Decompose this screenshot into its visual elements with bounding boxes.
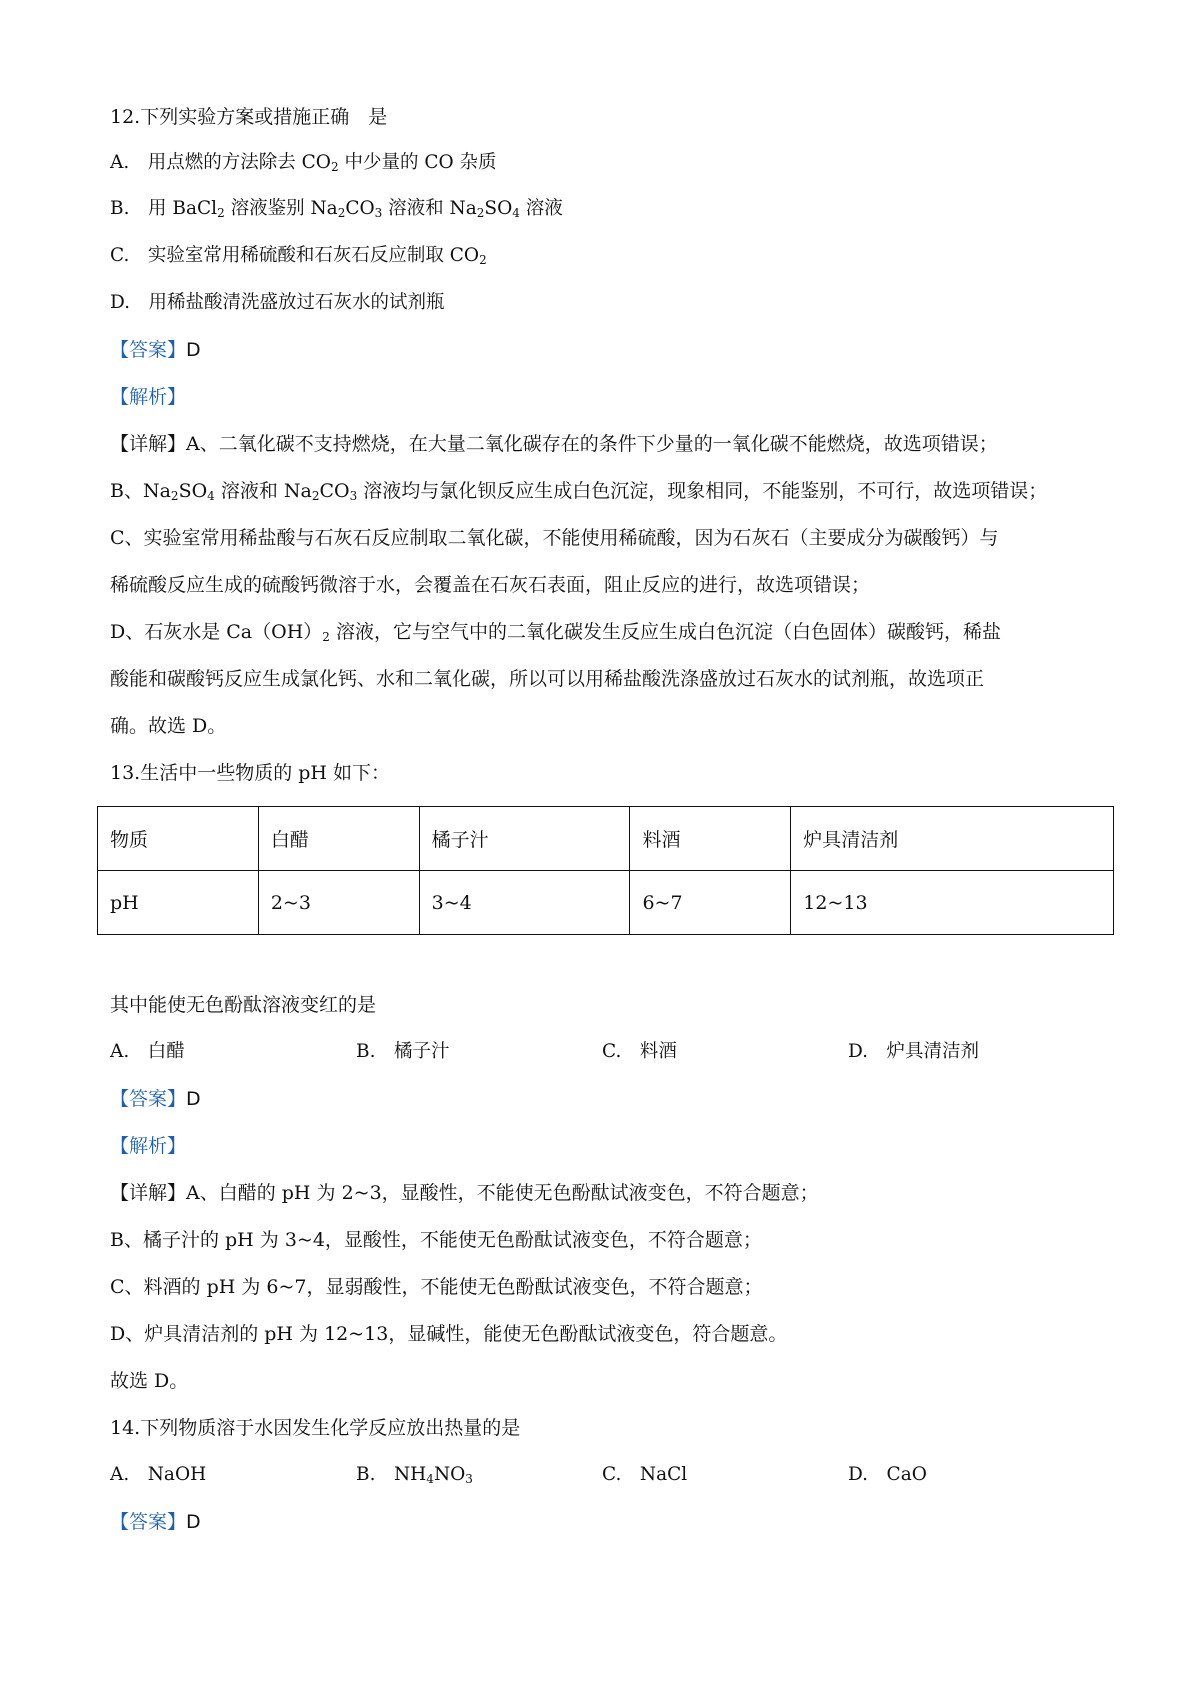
table-cell: 白醋: [258, 807, 419, 871]
q13-option-c: C. 料酒: [602, 1041, 677, 1062]
q13-detail-line-3: C、料酒的 pH 为 6~7，显弱酸性，不能使无色酚酞试液变色，不符合题意；: [110, 1276, 763, 1298]
table-cell: pH: [98, 871, 259, 935]
table-cell: 橘子汁: [419, 807, 630, 871]
table-cell: 物质: [98, 807, 259, 871]
table-cell: 炉具清洁剂: [791, 807, 1114, 871]
q13-question: 13.生活中一些物质的 pH 如下：: [110, 762, 391, 784]
q14-answer: [110, 1509, 201, 1535]
q12-detail-line-7: 确。故选 D。: [110, 715, 227, 737]
q13-detail-line-5: 故选 D。: [110, 1370, 189, 1392]
q12-detail-line-1: 【详解】A、二氧化碳不支持燃烧，在大量二氧化碳存在的条件下少量的一氧化碳不能燃烧，故选项错误；: [110, 433, 998, 455]
table-cell: 2~3: [258, 871, 419, 935]
q13-option-b: B. 橘子汁: [356, 1041, 450, 1062]
q12-analysis-tag: 【解析】: [110, 386, 187, 408]
answer-tag: 【答案】: [110, 1511, 187, 1533]
q13-option-a: A. 白醋: [110, 1041, 185, 1062]
q12-detail-line-6: 酸能和碳酸钙反应生成氯化钙、水和二氧化碳，所以可以用稀盐酸洗涤盛放过石灰水的试剂瓶，故选项正: [110, 668, 985, 690]
q13-analysis-tag: 【解析】: [110, 1135, 187, 1157]
table-cell: 12~13: [791, 871, 1114, 935]
q12-question: 12.下列实验方案或措施正确 是: [110, 106, 388, 128]
q12-detail-line-2: B、$Na_2SO_4$ 溶液和 $Na_2CO_3$ 溶液均与氯化钡反应生成白色沉淀，现象相同，不能鉴别，不可行，故选项错误；: [110, 480, 1048, 503]
q13-answer: [110, 1086, 201, 1112]
q12-option-c: C. 实验室常用稀硫酸和石灰石反应制取 $CO_2$: [110, 245, 487, 267]
q13-detail-line-2: B、橘子汁的 pH 为 3~4，显酸性，不能使无色酚酞试液变色，不符合题意；: [110, 1229, 762, 1251]
q12-detail-line-5: D、石灰水是 $Ca(OH)_2$ 溶液，它与空气中的二氧化碳发生反应生成白色沉淀（白色固体）碳酸钙，稀盐: [110, 621, 1001, 644]
answer-tag: 【答案】: [110, 339, 187, 361]
q14-question: 14.下列物质溶于水因发生化学反应放出热量的是: [110, 1417, 521, 1439]
table-row: [98, 807, 1114, 871]
q13-detail-line-4: D、炉具清洁剂的 pH 为 12~13，显碱性，能使无色酚酞试液变色，符合题意。: [110, 1323, 788, 1345]
q12-option-a: A. 用点燃的方法除去 $CO_2$ 中少量的 CO 杂质: [110, 152, 497, 174]
q14-option-c: C. NaCl: [602, 1464, 688, 1485]
q12-option-b: B. 用 BaCl$_2$ 溶液鉴别 $Na_2CO_3$ 溶液和 $Na_2SO_4$ 溶液: [110, 198, 563, 220]
table-cell: 6~7: [630, 871, 791, 935]
answer-value: D: [186, 339, 201, 361]
q13-prompt: 其中能使无色酚酞溶液变红的是: [110, 994, 377, 1016]
q13-detail-line-1: 【详解】A、白醋的 pH 为 2~3，显酸性，不能使无色酚酞试液变色，不符合题意；: [110, 1182, 819, 1204]
answer-tag: 【答案】: [110, 1088, 187, 1110]
q14-option-b: B. $NH_4NO_3$: [356, 1464, 473, 1486]
q12-detail-line-4: 稀硫酸反应生成的硫酸钙微溶于水，会覆盖在石灰石表面，阻止反应的进行，故选项错误；: [110, 574, 871, 596]
answer-value: D: [186, 1511, 201, 1533]
answer-value: D: [186, 1088, 201, 1110]
table-cell: 料酒: [630, 807, 791, 871]
q14-option-d: D. CaO: [848, 1464, 927, 1485]
q12-answer: [110, 337, 201, 363]
table-cell: 3~4: [419, 871, 630, 935]
q14-option-a: A. NaOH: [110, 1464, 207, 1485]
q13-option-d: D. 炉具清洁剂: [848, 1041, 980, 1062]
table-row: [98, 871, 1114, 935]
q12-option-d: D. 用稀盐酸清洗盛放过石灰水的试剂瓶: [110, 292, 445, 313]
q12-detail-line-3: C、实验室常用稀盐酸与石灰石反应制取二氧化碳，不能使用稀硫酸，因为石灰石（主要成分为碳酸钙）与: [110, 527, 999, 549]
ph-table: [97, 806, 1114, 935]
